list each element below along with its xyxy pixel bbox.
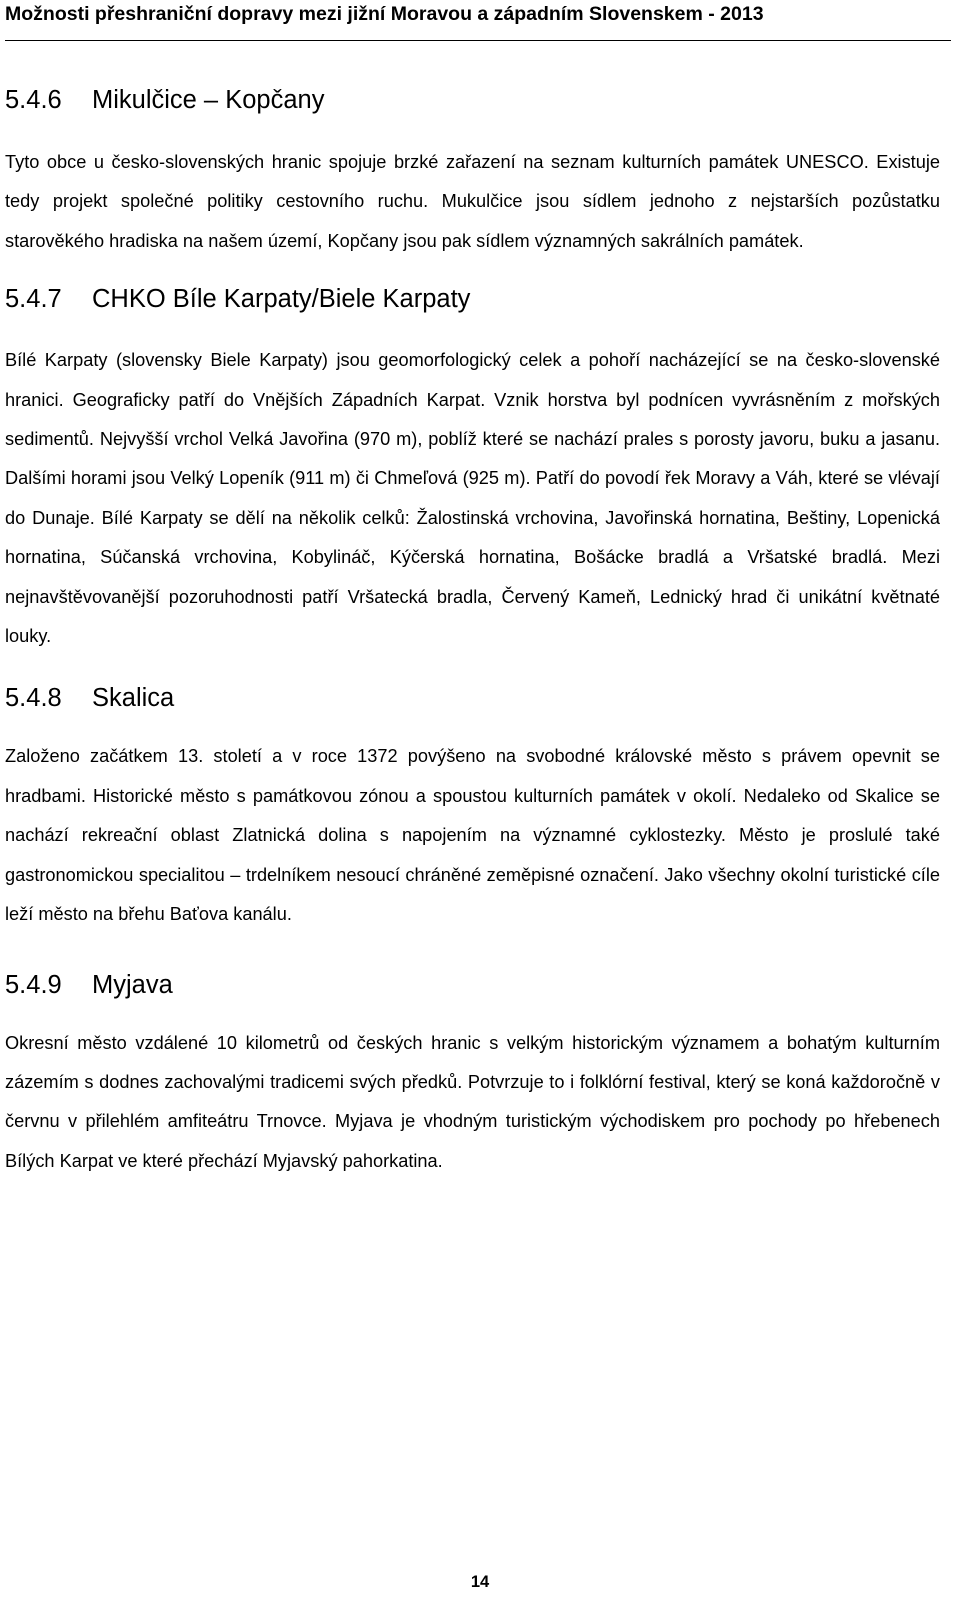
running-header: Možnosti přeshraniční dopravy mezi jižní Moravou a západním Slovenskem - 2013 (5, 0, 951, 41)
document-body (5, 82, 940, 1181)
section-paragraph-skalica: Založeno začátkem 13. století a v roce 1372 povýšeno na svobodné královské město s právem opevnit se hradbami. Historické město s památkovou zónou a spoustou kulturních památek v okolí. Nedaleko od Skalice se nachází rekreační oblast Zlatnická dolina s napojením na významné cyklostezky. Město je proslulé také gastronomickou specialitou – trdelníkem nesoucí chráněné zeměpisné označení. Jako všechny okolní turistické cíle leží město na břehu Baťova kanálu. (5, 746, 940, 925)
section-paragraph-myjava: Okresní město vzdálené 10 kilometrů od českých hranic s velkým historickým významem a bohatým kulturním zázemím s dodnes zachovalými tradicemi svých předků. Potvrzuje to i folklórní festival, který se koná každoročně v červnu v přilehlém amfiteátru Trnovce. Myjava je vhodným turistickým východiskem pro pochody po hřebenech Bílých Karpat ve které přechází Myjavský pahorkatina. (5, 1032, 940, 1171)
section-paragraph-chko: Bílé Karpaty (slovensky Biele Karpaty) jsou geomorfologický celek a pohoří nacházející se na česko-slovenské hranici. Geograficky patří do Vnějších Západních Karpat. Vznik horstva byl podnícen vyvrásněním z mořských sedimentů. Nejvyšší vrchol Velká Javořina (970 m), poblíž které se nachází prales s porosty javoru, buku a jasanu. Dalšími horami jsou Velký Lopeník (911 m) či Chmeľová (925 m). Patří do povodí řek Moravy a Váh, které se vlévají do Dunaje. Bílé Karpaty se dělí na několik celků: Žalostinská vrchovina, Javořinská hornatina, Beštiny, Lopenická hornatina, Súčanská vrchovina, Kobylináč, Kýčerská hornatina, Bošácke bradlá a Vršatské bradlá. Mezi nejnavštěvovanější pozoruhodnosti patří Vršatecká bradla, Červený Kameň, Lednický hrad či unikátní květnaté louky. (5, 350, 940, 647)
page-number: 14 (470, 1573, 490, 1591)
section-title: Skalica (92, 684, 175, 713)
section-number: 5.4.9 (5, 970, 62, 999)
section-heading-mikulcice (5, 82, 940, 118)
section-title: Mikulčice – Kopčany (92, 86, 325, 114)
section-number: 5.4.7 (5, 285, 62, 314)
section-heading-chko (5, 281, 940, 317)
section-number: 5.4.6 (5, 86, 62, 114)
section-title: Myjava (92, 970, 173, 999)
section-paragraph-mikulcice: Tyto obce u česko-slovenských hranic spojuje brzké zařazení na seznam kulturních památek UNESCO. Existuje tedy projekt společné politiky cestovního ruchu. Mukulčice jsou sídlem jednoho z nejstarších pozůstatku starověkého hradiska na našem území, Kopčany jsou pak sídlem významných sakrálních památek. (5, 152, 940, 251)
section-heading-skalica (5, 680, 940, 716)
section-heading-myjava (5, 967, 940, 1003)
section-title: CHKO Bíle Karpaty/Biele Karpaty (92, 285, 471, 314)
section-number: 5.4.8 (5, 684, 62, 713)
